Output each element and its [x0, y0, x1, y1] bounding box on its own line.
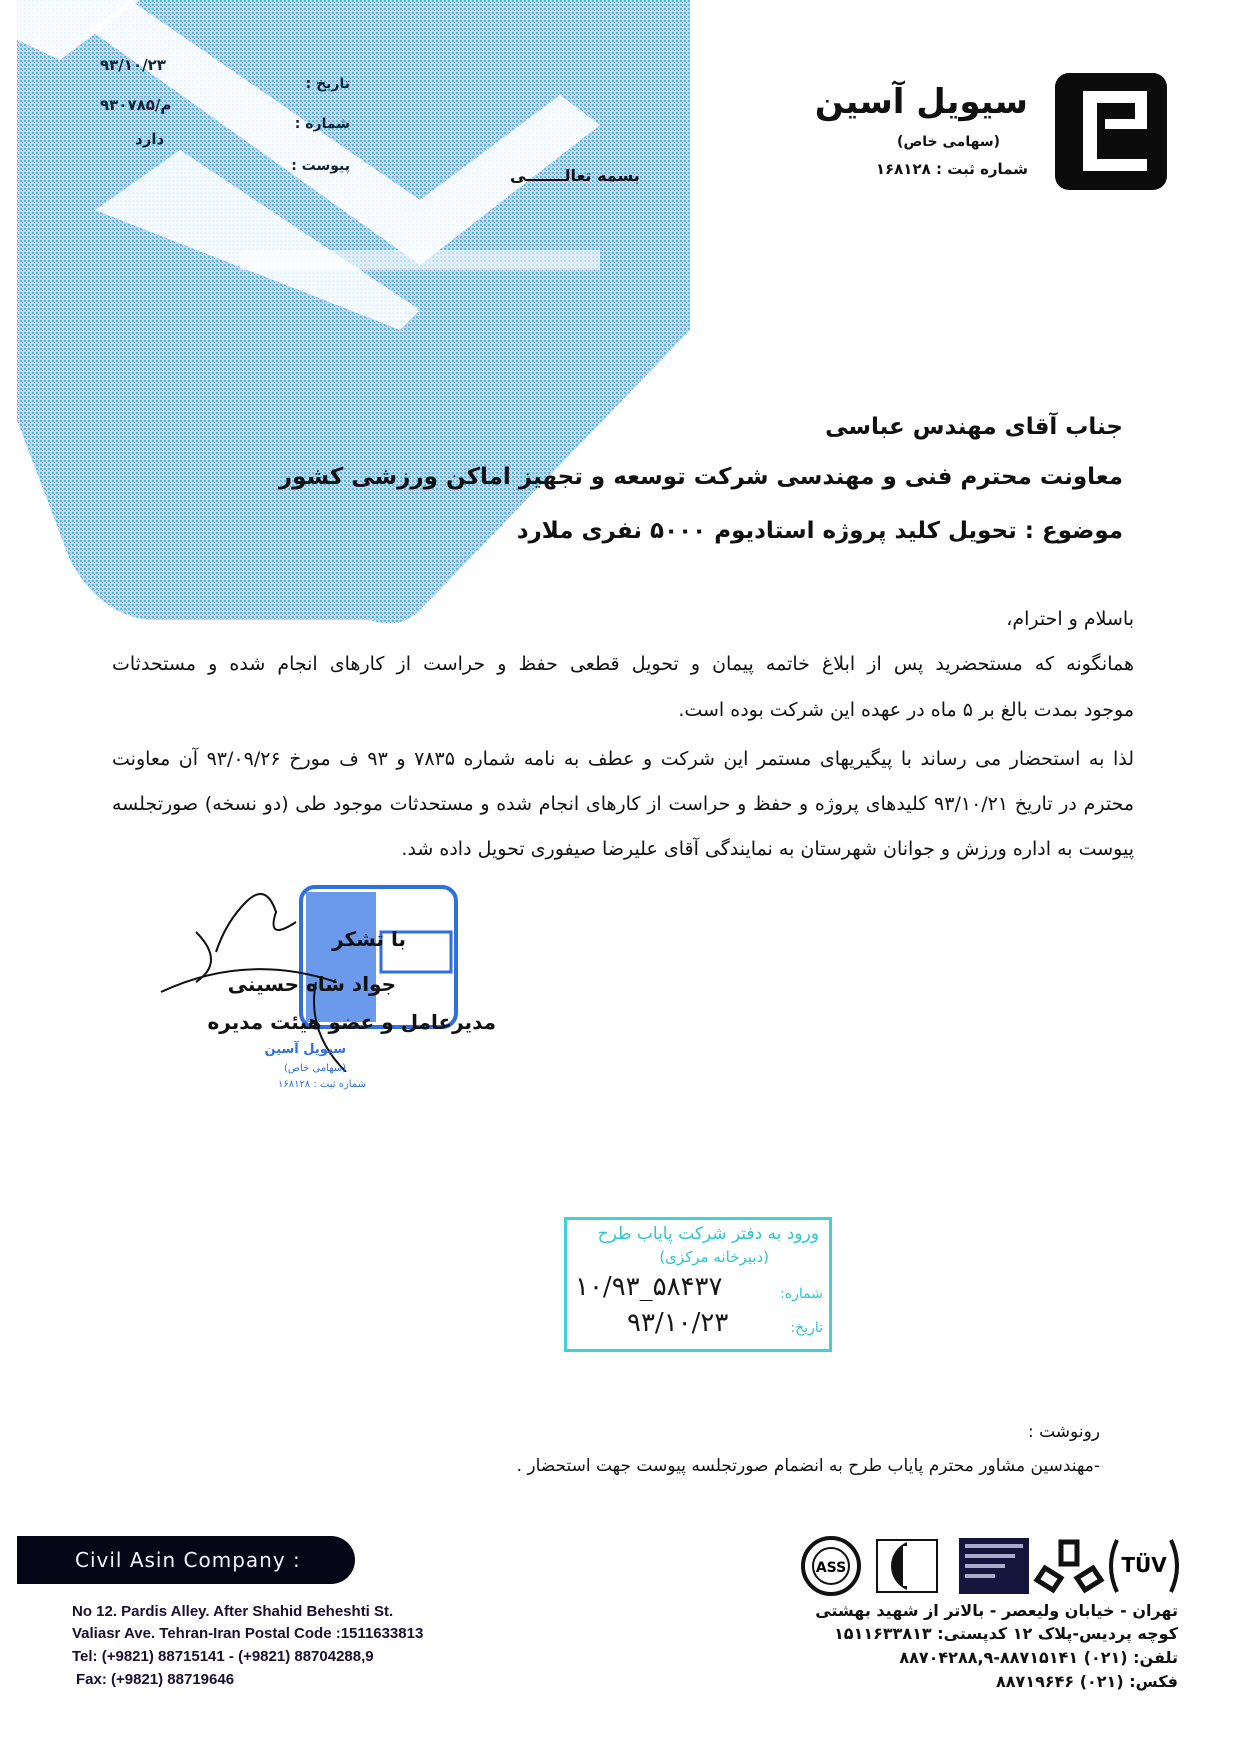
greeting: باسلام و احترام،	[1006, 608, 1134, 630]
ass-logo-text: ASS	[815, 1560, 847, 1576]
body-line: همانگونه که مستحضرید پس از ابلاغ خاتمه پیمان و تحویل قطعی حفظ و حراست از کارهای انجام شده و مستحدثات	[112, 653, 1134, 675]
company-logo	[1055, 73, 1167, 190]
letter-attachment-value: دارد	[135, 130, 165, 148]
company-type: (سهامی خاص)	[897, 134, 1000, 150]
stamp-subtitle: (دبیرخانه مرکزی)	[659, 1248, 769, 1266]
stamp-date-value: ۹۳/۱۰/۲۳	[627, 1308, 729, 1338]
footer-phone-fa: تلفن: (۰۲۱) ۸۸۷۱۵۱۴۱-۸۸۷۰۴۲۸۸,۹	[899, 1648, 1178, 1667]
standard-mark-icon	[1037, 1542, 1101, 1590]
stamp-number-label: شماره:	[780, 1286, 823, 1302]
letter-date-label: تاریخ :	[305, 76, 350, 92]
footer-phone-en: Tel: (+9821) 88715141 - (+9821) 88704288,9	[72, 1648, 374, 1665]
building-certification-icon	[959, 1538, 1029, 1594]
signature-closing: با تشکر	[332, 927, 406, 951]
footer-company-banner: Civil Asin Company :	[17, 1536, 355, 1584]
footer-address-en: Valiasr Ave. Tehran-Iran Postal Code :1511633813	[72, 1625, 424, 1642]
stamp-number-value: ۱۰/۹۳_۵۸۴۳۷	[575, 1272, 723, 1302]
addressee-name: جناب آقای مهندس عباسی	[825, 414, 1123, 440]
body-line: موجود بمدت بالغ بر ۵ ماه در عهده این شرکت بوده است.	[678, 699, 1134, 721]
footer-fax-en: Fax: (+9821) 88719646	[76, 1671, 235, 1688]
letter-date-value: ۹۳/۱۰/۲۳	[100, 56, 166, 74]
footer-address-en: No 12. Pardis Alley. After Shahid Beheshti St.	[72, 1603, 394, 1620]
cc-label: رونوشت :	[1027, 1422, 1100, 1442]
seal-company-name: سیویل آسین	[264, 1042, 346, 1057]
body-line: پیوست به اداره ورزش و جوانان شهرستان به نمایندگی آقای علیرضا صیفوری تحویل داده شد.	[401, 838, 1134, 860]
seal-company-type: (سهامی خاص)	[283, 1063, 346, 1074]
invocation: بسمه تعالـــــــی	[510, 166, 640, 185]
addressee-position: معاونت محترم فنی و مهندسی شرکت توسعه و تجهیز اماکن ورزشی کشور	[278, 464, 1123, 490]
tuv-logo-text: TÜV	[1121, 1553, 1167, 1577]
received-stamp	[564, 1217, 832, 1352]
signatory-name: جواد شاه حسینی	[227, 972, 396, 996]
letter-number-label: شماره :	[294, 116, 350, 132]
ass-certification-icon	[803, 1538, 859, 1594]
letter-attachment-label: پیوست :	[291, 158, 350, 174]
footer-address-fa: تهران - خیابان ولیعصر - بالاتر از شهید بهشتی	[815, 1601, 1178, 1620]
quality-mark-icon	[877, 1540, 937, 1592]
tuv-certification-icon	[1111, 1540, 1177, 1592]
signatory-title: مدیرعامل و عضو هیئت مدیره	[207, 1010, 496, 1034]
stamp-date-label: تاریخ:	[790, 1320, 823, 1336]
seal-registration: شماره ثبت : ۱۶۸۱۲۸	[277, 1079, 366, 1090]
body-line: محترم در تاریخ ۹۳/۱۰/۲۱ کلیدهای پروژه و حفظ و حراست از کارهای انجام شده و مستحدثات موجود طی (دو نسخه) صورتجلسه	[112, 793, 1135, 815]
footer-address-fa: کوچه پردیس-پلاک ۱۲ کدپستی: ۱۵۱۱۶۳۳۸۱۳	[834, 1624, 1178, 1643]
body-line: لذا به استحضار می رساند با پیگیریهای مستمر این شرکت و عطف به نامه شماره ۷۸۳۵ و ۹۳ ف مورخ ۹۳/۰۹/۲۶ آن معاونت	[112, 748, 1134, 770]
footer-fax-fa: فکس: (۰۲۱) ۸۸۷۱۹۶۴۶	[996, 1672, 1178, 1691]
signature-block	[156, 882, 496, 1112]
company-name: سیویل آسین	[814, 82, 1028, 122]
letter-number-value: ۹۳۰۷۸۵/م	[100, 96, 172, 114]
certification-logos	[799, 1536, 1179, 1596]
stamp-title: ورود به دفتر شرکت پایاب طرح	[597, 1224, 819, 1244]
letter-subject: موضوع : تحویل کلید پروژه استادیوم ۵۰۰۰ نفری ملارد	[516, 518, 1123, 544]
company-registration: شماره ثبت : ۱۶۸۱۲۸	[875, 160, 1028, 178]
cc-recipient: -مهندسین مشاور محترم پایاب طرح به انضمام صورتجلسه پیوست جهت استحضار .	[516, 1456, 1100, 1476]
